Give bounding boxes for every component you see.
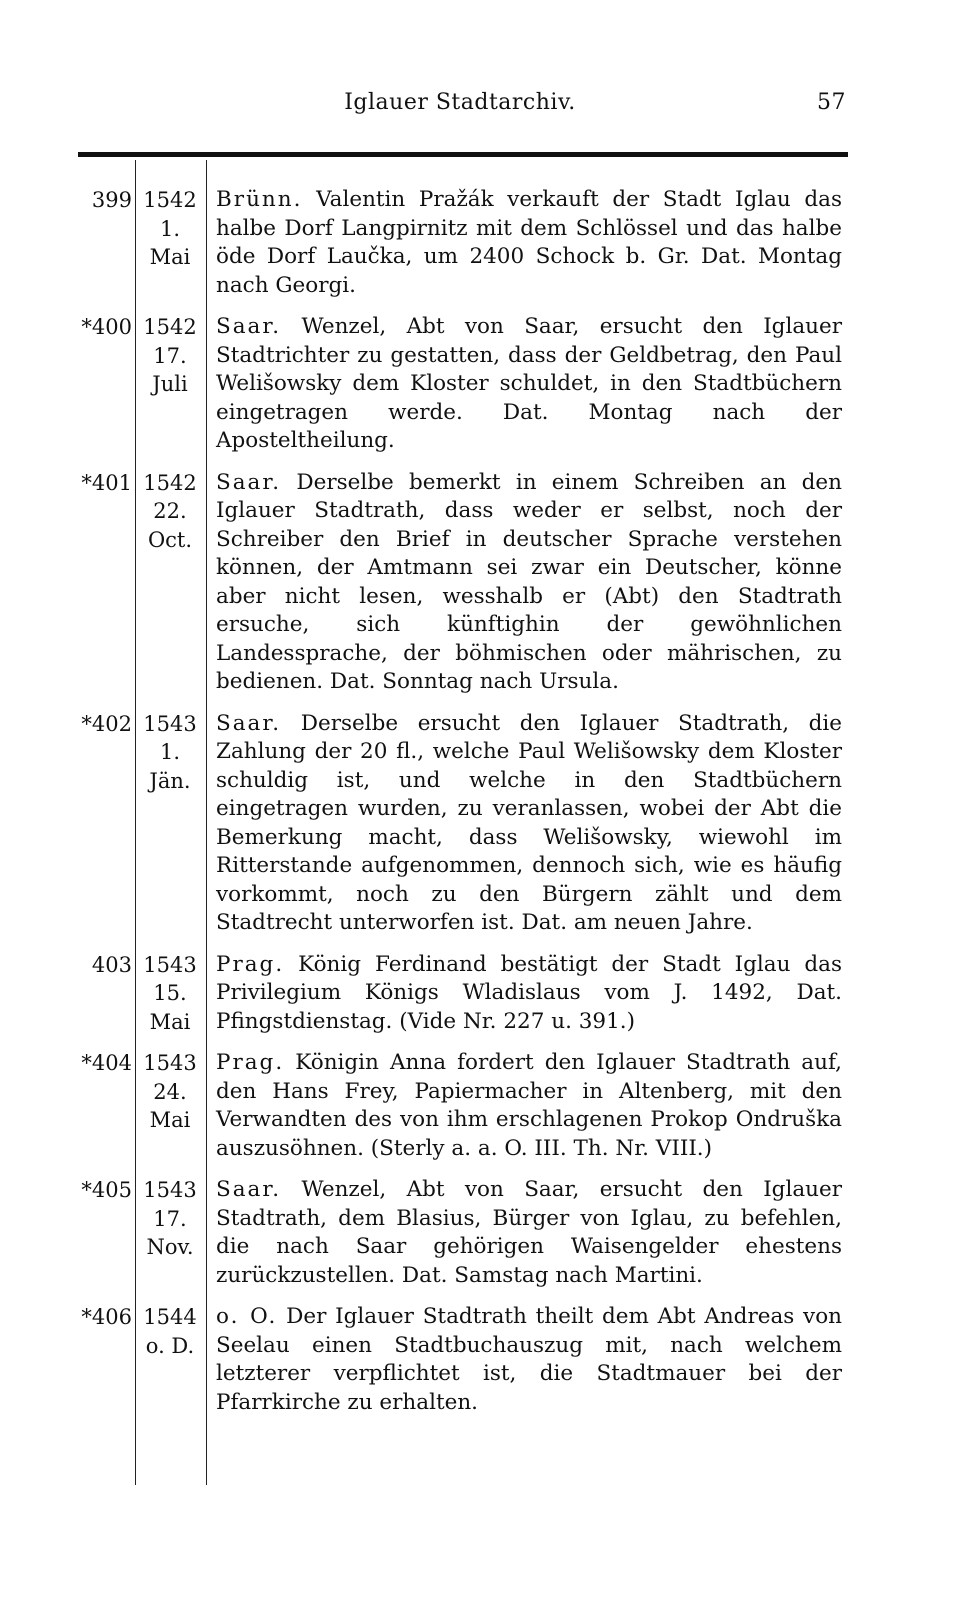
- entry-month: Oct.: [147, 527, 193, 552]
- entry-body: Derselbe ersucht den Iglauer Stadtrath, die Zahlung der 20 fl., welche Paul Welišowsky dem Kloster schuldig ist, und welche in den Stadtbüchern eingetragen wurden, zu veranlassen, wobei der Abt die Bemerkung macht, dass Welišowsky, wiewohl im Ritterstande aufgenommen, dennoch sich, wie es häufig vorkommt, noch zu den Bürgern zählt und dem Stadtrecht unterworfen ist. Dat. am neuen Jahre.: [216, 710, 842, 935]
- entry-number: *406: [81, 1305, 132, 1329]
- entry-place: Saar.: [216, 469, 282, 495]
- entry: [0, 186, 960, 300]
- entry-text: [216, 1176, 842, 1290]
- entry-date: [139, 1049, 201, 1135]
- entry-body: Königin Anna fordert den Iglauer Stadtrath auf, den Hans Frey, Papiermacher in Altenberg, mit den Verwandten des von ihm erschlagenen Prokop Ondruška auszusöhnen. (Sterly a. a. O. III. Th. Nr. VIII.): [216, 1050, 842, 1161]
- entry-text: [216, 1049, 842, 1163]
- entry-month: Mai: [149, 245, 191, 269]
- entry-day: 24.: [153, 1079, 187, 1104]
- running-title: Iglauer Stadtarchiv.: [344, 90, 576, 115]
- entry-day: 1.: [159, 740, 181, 764]
- entry-date: [139, 469, 201, 555]
- entry-date: [139, 186, 201, 272]
- entry-body: Wenzel, Abt von Saar, ersucht den Iglauer Stadtrichter zu gestatten, dass der Geldbetrag, den Paul Welišowsky dem Kloster schuldet, in den Stadtbüchern eingetragen werde. Dat. Montag nach der Aposteltheilung.: [216, 314, 842, 453]
- entry-place: Saar.: [216, 1177, 282, 1202]
- entry-number: 403: [91, 952, 132, 977]
- running-header: [74, 86, 846, 120]
- entry-text: [216, 951, 842, 1037]
- entry-date: [139, 313, 201, 399]
- entry-text: [216, 469, 842, 697]
- entry-year: 1543: [143, 711, 197, 736]
- entry-place: Prag.: [216, 951, 285, 977]
- entry-day: 17.: [153, 1206, 187, 1231]
- entry-year: 1542: [143, 315, 197, 339]
- header-rule: [78, 152, 848, 157]
- entry: [0, 1176, 960, 1290]
- entry: [0, 951, 960, 1037]
- entry: [0, 710, 960, 938]
- entry-year: 1543: [143, 1051, 197, 1075]
- entry-day: 17.: [153, 343, 187, 368]
- entry-number: *401: [81, 470, 132, 495]
- entry-body: Derselbe bemerkt in einem Schreiben an den Iglauer Stadtrath, dass weder er selbst, noch der Schreiber den Brief in deutscher Sprache verstehen können, der Amtmann sei zwar ein Deutscher, könne aber nicht lesen, wesshalb er (Abt) den Stadtrath ersuche, sich künftighin der gewöhnlichen Landessprache, der böhmischen oder mährischen, zu bedienen. Dat. Sonntag nach Ursula.: [216, 469, 842, 694]
- entry-body: König Ferdinand bestätigt der Stadt Iglau das Privilegium Königs Wladislaus vom J. 1492, Dat. Pfingstdienstag. (Vide Nr. 227 u. 391.): [216, 951, 842, 1034]
- entry-date: [139, 1176, 201, 1262]
- entry-body: Der Iglauer Stadtrath theilt dem Abt Andreas von Seelau einen Stadtbuchauszug mit, nach welchem letzterer verpflichtet ist, die Stadtmauer bei der Pfarrkirche zu erhalten.: [216, 1304, 842, 1415]
- entry-place: Brünn.: [216, 187, 303, 212]
- entry-month: Nov.: [146, 1235, 194, 1259]
- entry-year: 1543: [143, 952, 197, 977]
- entry-year: 1543: [143, 1178, 197, 1202]
- entry-text: [216, 710, 842, 938]
- entry-body: Valentin Pražák verkauft der Stadt Iglau das halbe Dorf Langpirnitz mit dem Schlössel und das halbe öde Dorf Laučka, um 2400 Schock b. Gr. Dat. Montag nach Georgi.: [216, 187, 842, 298]
- entry-place: o. O.: [216, 1304, 278, 1329]
- entry-place: Prag.: [216, 1050, 285, 1075]
- page-number: 57: [817, 90, 846, 115]
- entry-number: *402: [81, 711, 132, 736]
- entry-place: Saar.: [216, 314, 282, 339]
- entry-text: [216, 1303, 842, 1417]
- entry-day: 15.: [153, 981, 187, 1005]
- entry-month: Juli: [152, 372, 188, 396]
- entry-list: [0, 186, 960, 1430]
- entry: [0, 469, 960, 697]
- entry-text: [216, 186, 842, 300]
- entry-year: 1542: [143, 470, 197, 495]
- entry-number: 399: [91, 188, 132, 212]
- entry-day: 1.: [159, 216, 181, 241]
- entry-number: *400: [81, 315, 132, 339]
- entry-date: [139, 710, 201, 796]
- entry-text: [216, 313, 842, 456]
- entry-year: 1542: [143, 188, 197, 212]
- entry-date: [139, 1303, 201, 1360]
- entry-number: *405: [81, 1178, 132, 1202]
- entry-place: Saar.: [216, 710, 282, 736]
- entry: [0, 313, 960, 456]
- entry: [0, 1303, 960, 1417]
- entry-month: Jän.: [149, 768, 191, 793]
- entry-number: *404: [81, 1051, 132, 1075]
- entry: [0, 1049, 960, 1163]
- entry-year: 1544: [143, 1305, 197, 1329]
- entry-day: o. D.: [145, 1333, 195, 1358]
- entry-day: 22.: [153, 499, 187, 523]
- entry-month: Mai: [149, 1009, 191, 1034]
- entry-body: Wenzel, Abt von Saar, ersucht den Iglauer Stadtrath, dem Blasius, Bürger von Iglau, zu befehlen, die nach Saar gehörigen Waisengelder ehestens zurückzustellen. Dat. Samstag nach Martini.: [216, 1177, 842, 1288]
- entry-date: [139, 951, 201, 1037]
- entry-month: Mai: [149, 1108, 191, 1132]
